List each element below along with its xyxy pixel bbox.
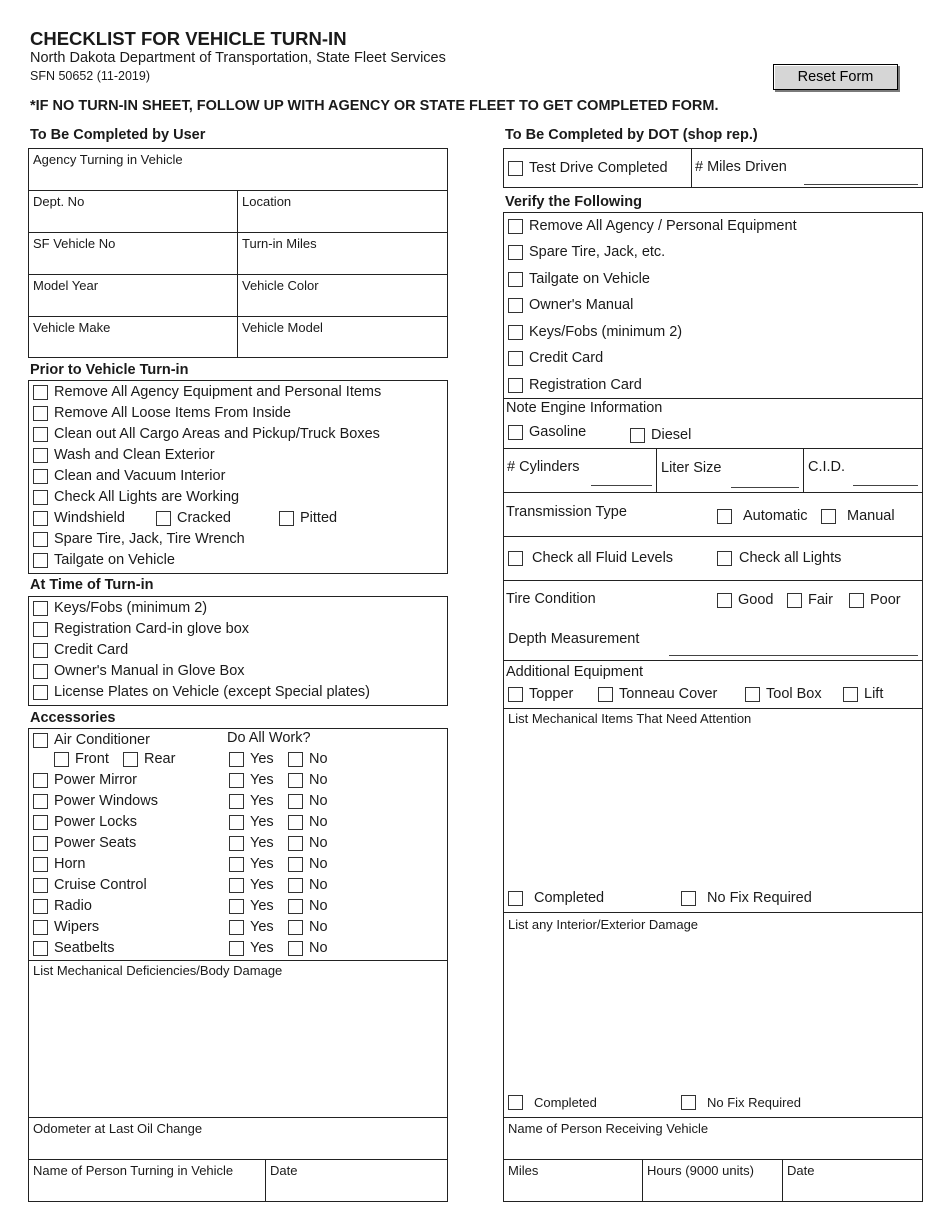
test-drive-completed[interactable]: Test Drive Completed (508, 160, 668, 176)
accessory-item[interactable]: Horn (33, 856, 85, 872)
warning-text: *IF NO TURN-IN SHEET, FOLLOW UP WITH AGENCY OR STATE FLEET TO GET COMPLETED FORM. (30, 98, 719, 114)
checkbox[interactable] (33, 794, 48, 809)
checkbox[interactable] (229, 878, 244, 893)
model-year-field[interactable] (29, 275, 238, 317)
damage-completed[interactable]: Completed (508, 1095, 597, 1110)
accessory-yes[interactable]: Yes (229, 835, 274, 851)
checkbox[interactable] (508, 219, 523, 234)
sf-vehicle-no-label: SF Vehicle No (33, 236, 116, 251)
windshield-pitted[interactable]: Pitted (279, 510, 337, 526)
prior-item[interactable]: Tailgate on Vehicle (33, 552, 175, 568)
checkbox[interactable] (849, 593, 864, 608)
equipment-topper[interactable]: Topper (508, 686, 573, 702)
vehicle-make-field[interactable] (29, 317, 238, 358)
transmission-automatic[interactable]: Automatic (717, 508, 807, 524)
mechanical-items-textarea[interactable] (504, 728, 922, 880)
do-all-work-label: Do All Work? (227, 730, 311, 746)
engine-heading: Note Engine Information (506, 400, 663, 416)
checkbox[interactable] (229, 857, 244, 872)
accessory-item[interactable]: Power Windows (33, 793, 158, 809)
form-title: CHECKLIST FOR VEHICLE TURN-IN (30, 28, 347, 49)
additional-equipment-label: Additional Equipment (506, 664, 644, 680)
checkbox[interactable] (33, 622, 48, 637)
cid-input[interactable] (853, 485, 918, 486)
form-number: SFN 50652 (11-2019) (30, 69, 150, 83)
dot-date-label: Date (787, 1163, 815, 1178)
location-label: Location (242, 194, 292, 209)
receiving-person-label: Name of Person Receiving Vehicle (508, 1121, 709, 1136)
prior-item-windshield[interactable]: Windshield (33, 510, 125, 526)
checkbox[interactable] (229, 752, 244, 767)
checkbox[interactable] (288, 752, 303, 767)
checkbox[interactable] (508, 351, 523, 366)
checkbox[interactable] (33, 511, 48, 526)
checkbox[interactable] (229, 941, 244, 956)
agency-field[interactable] (29, 149, 447, 191)
deficiencies-textarea[interactable] (29, 980, 447, 1116)
check-fluid-levels[interactable]: Check all Fluid Levels (508, 550, 673, 566)
verify-item[interactable]: Remove All Agency / Personal Equipment (508, 218, 797, 234)
accessory-item[interactable]: Power Locks (33, 814, 137, 830)
mechanical-completed[interactable]: Completed (508, 890, 604, 906)
transmission-label: Transmission Type (506, 504, 627, 520)
turnin-miles-label: Turn-in Miles (242, 236, 317, 251)
location-field[interactable] (238, 191, 447, 233)
dot-miles-label: Miles (508, 1163, 539, 1178)
checkbox[interactable] (288, 794, 303, 809)
checkbox[interactable] (508, 425, 523, 440)
checkbox[interactable] (717, 551, 732, 566)
checkbox[interactable] (681, 1095, 696, 1110)
checkbox[interactable] (630, 428, 645, 443)
accessory-item[interactable]: Radio (33, 898, 92, 914)
checkbox[interactable] (33, 448, 48, 463)
transmission-manual[interactable]: Manual (821, 508, 895, 524)
odometer-field[interactable] (29, 1118, 447, 1158)
accessory-yes[interactable]: Yes (229, 814, 274, 830)
agency-label: Agency Turning in Vehicle (33, 152, 183, 167)
engine-gasoline[interactable]: Gasoline (508, 424, 586, 440)
accessory-item[interactable]: Cruise Control (33, 877, 147, 893)
deficiencies-label: List Mechanical Deficiencies/Body Damage (33, 963, 283, 978)
checkbox[interactable] (33, 733, 48, 748)
checkbox[interactable] (288, 941, 303, 956)
checkbox[interactable] (598, 687, 613, 702)
odometer-label: Odometer at Last Oil Change (33, 1121, 203, 1136)
prior-item[interactable]: Remove All Loose Items From Inside (33, 405, 291, 421)
checkbox[interactable] (288, 857, 303, 872)
accessory-yes[interactable]: Yes (229, 793, 274, 809)
accessory-yes[interactable]: Yes (229, 856, 274, 872)
checkbox[interactable] (33, 899, 48, 914)
vehicle-color-label: Vehicle Color (242, 278, 319, 293)
user-date-label: Date (270, 1163, 298, 1178)
atturnin-item[interactable]: Registration Card-in glove box (33, 621, 249, 637)
check-all-lights[interactable]: Check all Lights (717, 550, 841, 566)
checkbox[interactable] (288, 836, 303, 851)
checkbox[interactable] (33, 878, 48, 893)
person-turning-label: Name of Person Turning in Vehicle (33, 1163, 234, 1178)
checkbox[interactable] (33, 427, 48, 442)
prior-item[interactable]: Clean out All Cargo Areas and Pickup/Truck Boxes (33, 426, 380, 442)
accessory-no[interactable]: No (288, 919, 328, 935)
checkbox[interactable] (33, 532, 48, 547)
cylinders-input[interactable] (591, 485, 652, 486)
checkbox[interactable] (33, 857, 48, 872)
checkbox[interactable] (288, 920, 303, 935)
dot-section-heading: To Be Completed by DOT (shop rep.) (505, 127, 758, 143)
checkbox[interactable] (745, 687, 760, 702)
tire-poor[interactable]: Poor (849, 592, 901, 608)
mechanical-items-label: List Mechanical Items That Need Attention (508, 711, 752, 726)
accessory-item[interactable]: Seatbelts (33, 940, 114, 956)
atturnin-item[interactable]: Owner's Manual in Glove Box (33, 663, 245, 679)
checkbox[interactable] (508, 245, 523, 260)
dept-no-field[interactable] (29, 191, 238, 233)
atturnin-item[interactable]: Keys/Fobs (minimum 2) (33, 600, 207, 616)
tire-fair[interactable]: Fair (787, 592, 833, 608)
tire-condition-label: Tire Condition (506, 591, 596, 607)
damage-label: List any Interior/Exterior Damage (508, 917, 699, 932)
cylinders-label: # Cylinders (507, 459, 580, 475)
vehicle-model-field[interactable] (238, 317, 447, 358)
checkbox[interactable] (288, 815, 303, 830)
cid-label: C.I.D. (808, 459, 846, 475)
checkbox[interactable] (821, 509, 836, 524)
checkbox[interactable] (33, 643, 48, 658)
prior-item[interactable]: Spare Tire, Jack, Tire Wrench (33, 531, 245, 547)
prior-heading: Prior to Vehicle Turn-in (30, 362, 189, 378)
tire-good[interactable]: Good (717, 592, 773, 608)
verify-item[interactable]: Spare Tire, Jack, etc. (508, 244, 665, 260)
vehicle-model-label: Vehicle Model (242, 320, 323, 335)
accessory-item[interactable]: Power Mirror (33, 772, 137, 788)
checkbox[interactable] (54, 752, 69, 767)
reset-form-button[interactable]: Reset Form (773, 64, 898, 90)
accessory-no[interactable]: No (288, 814, 328, 830)
checkbox[interactable] (717, 509, 732, 524)
checkbox[interactable] (508, 272, 523, 287)
verify-item[interactable]: Keys/Fobs (minimum 2) (508, 324, 682, 340)
prior-item[interactable]: Check All Lights are Working (33, 489, 239, 505)
user-section-heading: To Be Completed by User (30, 127, 206, 143)
accessory-yes[interactable]: Yes (229, 877, 274, 893)
dept-no-label: Dept. No (33, 194, 85, 209)
receiving-person-field[interactable] (504, 1118, 922, 1158)
checkbox[interactable] (33, 773, 48, 788)
checkbox[interactable] (33, 836, 48, 851)
checkbox[interactable] (229, 836, 244, 851)
damage-textarea[interactable] (504, 934, 922, 1086)
verify-heading: Verify the Following (505, 194, 642, 210)
accessory-yes[interactable]: Yes (229, 898, 274, 914)
vehicle-make-label: Vehicle Make (33, 320, 111, 335)
damage-no-fix[interactable]: No Fix Required (681, 1095, 801, 1110)
miles-driven-label: # Miles Driven (695, 159, 787, 175)
prior-item[interactable]: Remove All Agency Equipment and Personal Items (33, 384, 381, 400)
verify-item[interactable]: Owner's Manual (508, 297, 633, 313)
checkbox[interactable] (279, 511, 294, 526)
liter-size-input[interactable] (731, 487, 799, 488)
checkbox[interactable] (843, 687, 858, 702)
atturnin-heading: At Time of Turn-in (30, 577, 154, 593)
accessory-item[interactable]: Wipers (33, 919, 99, 935)
checkbox[interactable] (508, 687, 523, 702)
ac-front[interactable]: Front (54, 751, 109, 767)
depth-measurement-input[interactable] (669, 655, 918, 656)
checkbox[interactable] (33, 385, 48, 400)
checkbox[interactable] (508, 378, 523, 393)
equipment-toolbox[interactable]: Tool Box (745, 686, 822, 702)
checkbox[interactable] (508, 298, 523, 313)
checkbox[interactable] (33, 815, 48, 830)
accessory-yes[interactable]: Yes (229, 772, 274, 788)
accessory-air-conditioner[interactable]: Air Conditioner (33, 732, 150, 748)
checkbox[interactable] (33, 664, 48, 679)
checkbox[interactable] (229, 899, 244, 914)
checkbox[interactable] (288, 878, 303, 893)
checkbox[interactable] (229, 794, 244, 809)
atturnin-item[interactable]: License Plates on Vehicle (except Special plates) (33, 684, 370, 700)
depth-measurement-label: Depth Measurement (508, 631, 640, 647)
dot-hours-label: Hours (9000 units) (647, 1163, 754, 1178)
checkbox[interactable] (681, 891, 696, 906)
model-year-label: Model Year (33, 278, 99, 293)
checkbox[interactable] (33, 941, 48, 956)
verify-item[interactable]: Credit Card (508, 350, 603, 366)
checkbox[interactable] (33, 490, 48, 505)
verify-item[interactable]: Registration Card (508, 377, 642, 393)
accessory-no[interactable]: No (288, 877, 328, 893)
checkbox[interactable] (33, 469, 48, 484)
checkbox[interactable] (508, 551, 523, 566)
windshield-cracked[interactable]: Cracked (156, 510, 231, 526)
checkbox[interactable] (288, 899, 303, 914)
checkbox[interactable] (288, 773, 303, 788)
accessories-heading: Accessories (30, 710, 116, 726)
checkbox[interactable] (33, 553, 48, 568)
accessory-no[interactable]: No (288, 898, 328, 914)
mechanical-no-fix[interactable]: No Fix Required (681, 890, 812, 906)
prior-item[interactable]: Clean and Vacuum Interior (33, 468, 225, 484)
ac-no[interactable]: No (288, 751, 328, 767)
checkbox[interactable] (717, 593, 732, 608)
checkbox[interactable] (508, 325, 523, 340)
equipment-lift[interactable]: Lift (843, 686, 883, 702)
accessory-no[interactable]: No (288, 772, 328, 788)
atturnin-item[interactable]: Credit Card (33, 642, 128, 658)
verify-item[interactable]: Tailgate on Vehicle (508, 271, 650, 287)
checkbox[interactable] (123, 752, 138, 767)
checkbox[interactable] (787, 593, 802, 608)
user-info-grid (28, 148, 448, 358)
sf-vehicle-no-field[interactable] (29, 233, 238, 275)
checkbox[interactable] (229, 773, 244, 788)
vehicle-color-field[interactable] (238, 275, 447, 317)
miles-driven-input[interactable] (804, 184, 918, 185)
accessory-item[interactable]: Power Seats (33, 835, 136, 851)
turnin-miles-field[interactable] (238, 233, 447, 275)
ac-yes[interactable]: Yes (229, 751, 274, 767)
checkbox[interactable] (156, 511, 171, 526)
accessory-no[interactable]: No (288, 835, 328, 851)
checkbox[interactable] (508, 1095, 523, 1110)
accessory-no[interactable]: No (288, 793, 328, 809)
checkbox[interactable] (508, 891, 523, 906)
liter-size-label: Liter Size (661, 460, 722, 476)
ac-rear[interactable]: Rear (123, 751, 175, 767)
checkbox[interactable] (33, 920, 48, 935)
checkbox[interactable] (229, 920, 244, 935)
checkbox[interactable] (508, 161, 523, 176)
accessory-yes[interactable]: Yes (229, 919, 274, 935)
checkbox[interactable] (33, 601, 48, 616)
accessory-no[interactable]: No (288, 856, 328, 872)
checkbox[interactable] (33, 685, 48, 700)
checkbox[interactable] (33, 406, 48, 421)
checkbox[interactable] (229, 815, 244, 830)
accessory-no[interactable]: No (288, 940, 328, 956)
equipment-tonneau[interactable]: Tonneau Cover (598, 686, 717, 702)
department-name: North Dakota Department of Transportation, State Fleet Services (30, 50, 446, 66)
engine-diesel[interactable]: Diesel (630, 427, 691, 443)
prior-item[interactable]: Wash and Clean Exterior (33, 447, 215, 463)
accessory-yes[interactable]: Yes (229, 940, 274, 956)
